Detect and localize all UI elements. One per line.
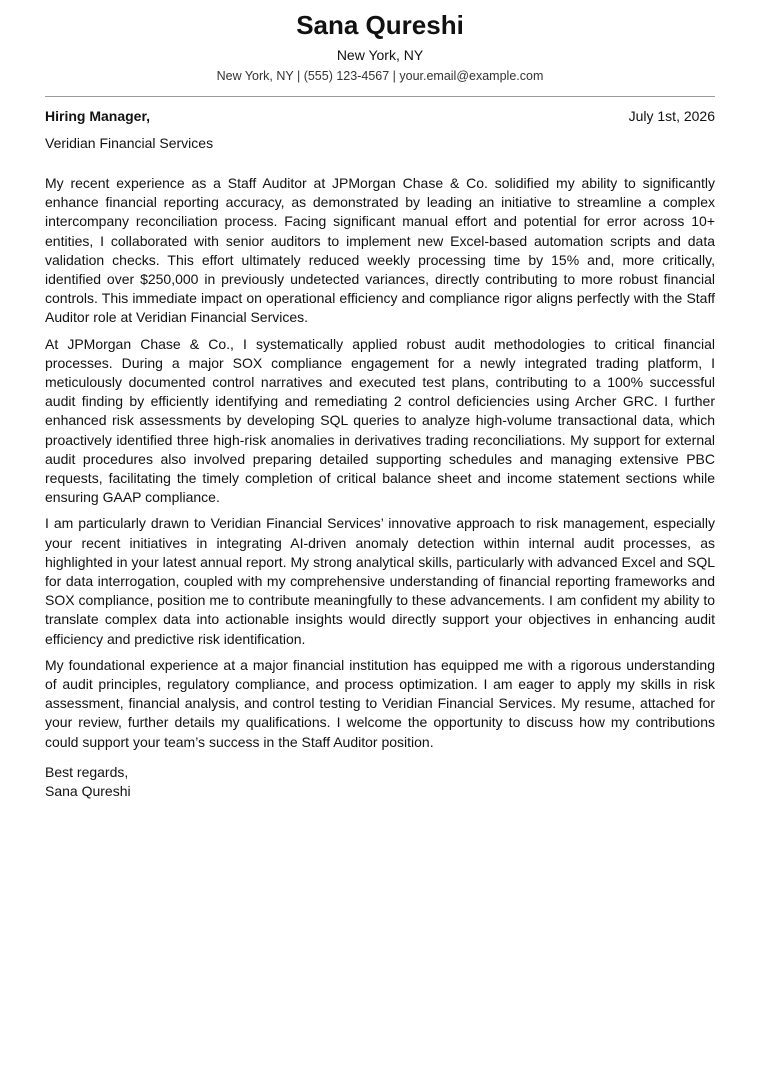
contact-line: New York, NY | (555) 123-4567 | your.email@example.com	[216, 69, 544, 83]
header-divider	[45, 96, 715, 97]
recipient-date-row	[45, 107, 715, 125]
letter-signoff	[45, 763, 715, 801]
body-paragraph: My recent experience as a Staff Auditor at JPMorgan Chase & Co. solidified my ability to significantly enhance financial reporting accuracy, as demonstrated by leading an initiative to streamline a complex intercompany reconciliation process. Facing significant manual effort and potential for error across 10+ entities, I collaborated with senior auditors to implement new Excel-based automation scripts and data validation checks. This effort ultimately reduced weekly processing time by 15% and, more critically, identified over $250,000 in previously undetected variances, directly contributing to more robust financial controls. This immediate impact on operational efficiency and compliance rigor aligns perfectly with the Staff Auditor role at Veridian Financial Services.	[45, 175, 715, 326]
applicant-name: Sana Qureshi	[296, 10, 464, 40]
closing-phrase: Best regards,	[45, 763, 129, 780]
recipient-salutation: Hiring Manager,	[45, 108, 151, 124]
letter-header	[45, 0, 715, 84]
applicant-location: New York, NY	[336, 47, 424, 63]
body-paragraph: I am particularly drawn to Veridian Financial Services’ innovative approach to risk management, especially your recent initiatives in integrating AI-driven anomaly detection within internal audit processes, as highlighted in your latest annual report. My strong analytical skills, particularly with advanced Excel and SQL for data interrogation, coupled with my comprehensive understanding of financial reporting frameworks and SOX compliance, position me to contribute meaningfully to these advancements. I am confident my ability to translate complex data into actionable insights would directly support your objectives in enhancing audit efficiency and predictive risk identification.	[45, 515, 715, 647]
body-paragraph: My foundational experience at a major financial institution has equipped me with a rigorous understanding of audit principles, regulatory compliance, and process optimization. I am eager to apply my skills in risk assessment, financial analysis, and control testing to Veridian Financial Services. My resume, attached for your review, further details my qualifications. I welcome the opportunity to discuss how my contributions could support your team’s success in the Staff Auditor position.	[45, 656, 715, 750]
letter-date: July 1st, 2026	[628, 108, 715, 124]
body-paragraph: At JPMorgan Chase & Co., I systematically applied robust audit methodologies to critical financial processes. During a major SOX compliance engagement for a newly integrated trading platform, I meticulously documented control narratives and executed test plans, contributing to a 100% successful audit finding by efficiently identifying and remediating 2 control deficiencies using Archer GRC. I further enhanced risk assessments by developing SQL queries to analyze high-volume transactional data, which proactively identified three high-risk anomalies in derivatives trading reconciliations. My support for external audit procedures also involved preparing detailed supporting schedules and managing extensive PBC requests, facilitating the timely completion of critical balance sheet and income statement sections while ensuring GAAP compliance.	[45, 335, 715, 506]
letter-body	[45, 174, 715, 752]
company-name: Veridian Financial Services	[45, 135, 214, 151]
signature-name: Sana Qureshi	[45, 783, 131, 800]
